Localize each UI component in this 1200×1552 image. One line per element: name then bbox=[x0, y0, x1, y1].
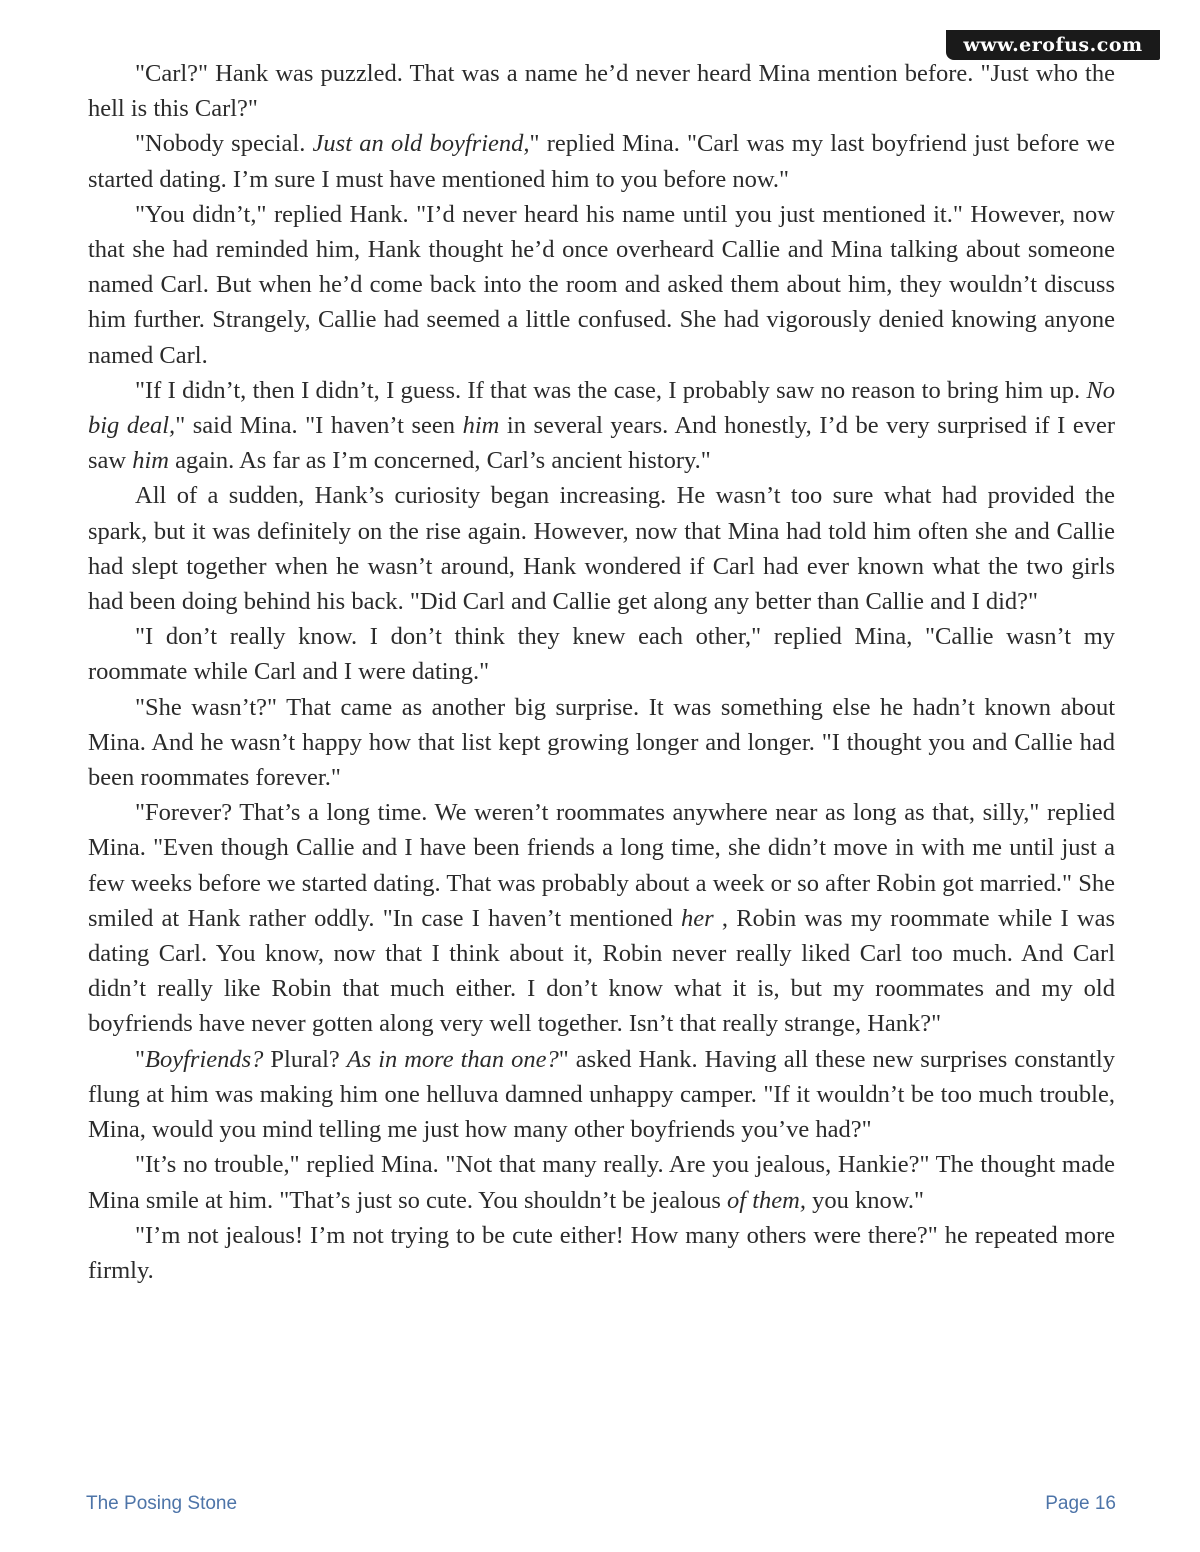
paragraph bbox=[88, 1147, 1115, 1217]
paragraph bbox=[88, 795, 1115, 1041]
text-run: "I don’t really know. I don’t think they knew each other," replied Mina, "Callie wasn’t my roommate while Carl and I were dating." bbox=[88, 623, 1115, 686]
paragraph bbox=[88, 478, 1115, 619]
italic-run: No big deal, bbox=[88, 376, 1115, 440]
italic-run: Boyfriends? bbox=[145, 1045, 264, 1073]
paragraph bbox=[88, 690, 1115, 796]
page-number: Page 16 bbox=[1045, 1493, 1116, 1514]
paragraph bbox=[88, 619, 1115, 689]
text-run: " said Mina. "I haven’t seen bbox=[175, 412, 463, 440]
italic-run: him bbox=[132, 447, 169, 475]
paragraph bbox=[88, 1218, 1115, 1288]
text-run: "You didn’t," replied Hank. "I’d never heard his name until you just mentioned it." However, now that she had reminded him, Hank thought he’d once overheard Callie and Mina talking about someone named Carl. But when he’d come back into the room and asked them about him, they wouldn’t discuss him further. Strangely, Callie had seemed a little confused. She had vigorously denied knowing anyone named Carl. bbox=[88, 200, 1115, 369]
text-run: you know." bbox=[805, 1186, 924, 1214]
italic-run: her bbox=[681, 904, 714, 932]
paragraph bbox=[88, 56, 1115, 126]
book-title: The Posing Stone bbox=[86, 1493, 238, 1514]
text-run: in several years. And honestly, I’d be very surprised if I ever saw bbox=[88, 412, 1116, 475]
page-footer bbox=[86, 1493, 1116, 1515]
text-run: All of a sudden, Hank’s curiosity began increasing. He wasn’t too sure what had provided the spark, but it was definitely on the rise again. However, now that Mina had told him often she and Callie had slept together when he wasn’t around, Hank wondered if Carl had ever known what the two girls had been doing behind his back. "Did Carl and Callie get along any better than Callie and I did?" bbox=[88, 482, 1115, 616]
paragraph bbox=[88, 1042, 1115, 1148]
text-run: "Nobody special. bbox=[135, 130, 313, 158]
paragraph bbox=[88, 126, 1115, 196]
text-run: "She wasn’t?" That came as another big surprise. It was something else he hadn’t known about Mina. And he wasn’t happy how that list kept growing longer and longer. "I thought you and Callie had been roommates forever." bbox=[88, 693, 1115, 792]
text-run: " bbox=[135, 1045, 146, 1073]
text-run: , Robin was my roommate while I was dating Carl. You know, now that I think about it, Robin never really liked Carl too much. And Carl didn’t really like Robin that much either. I don’t know what it is, but my roommates and my old boyfriends have never gotten along very well together. Isn’t that really strange, Hank?" bbox=[88, 904, 1116, 1038]
story-text bbox=[88, 56, 1115, 1288]
paragraph bbox=[88, 373, 1115, 479]
text-run: "It’s no trouble," replied Mina. "Not that many really. Are you jealous, Hankie?" The thought made Mina smile at him. "That’s just so cute. You shouldn’t be jealous bbox=[88, 1151, 1115, 1214]
text-run: " asked Hank. Having all these new surprises constantly flung at him was making him one helluva damned unhappy camper. "If it wouldn’t be too much trouble, Mina, would you mind telling me just how many other boyfriends you’ve had?" bbox=[88, 1045, 1115, 1144]
italic-run: Just an old boyfriend, bbox=[312, 130, 530, 158]
text-run: again. As far as I’m concerned, Carl’s ancient history." bbox=[168, 447, 711, 475]
text-run: "I’m not jealous! I’m not trying to be cute either! How many others were there?" he repeated more firmly. bbox=[88, 1221, 1115, 1284]
watermark-badge: www.erofus.com bbox=[946, 30, 1160, 60]
italic-run: him bbox=[462, 412, 500, 440]
text-run: Plural? bbox=[263, 1045, 347, 1073]
text-run: "If I didn’t, then I didn’t, I guess. If that was the case, I probably saw no reason to bring him up. bbox=[135, 376, 1087, 404]
text-run: " replied Mina. "Carl was my last boyfriend just before we started dating. I’m sure I must have mentioned him to you before now." bbox=[88, 130, 1116, 193]
text-run: "Forever? That’s a long time. We weren’t roommates anywhere near as long as that, silly," replied Mina. "Even though Callie and I have been friends a long time, she didn’t move in with me until just a few weeks before we started dating. That was probably about a week or so after Robin got married." She smiled at Hank rather oddly. "In case I haven’t mentioned bbox=[88, 799, 1115, 932]
text-run: "Carl?" Hank was puzzled. That was a name he’d never heard Mina mention before. "Just who the hell is this Carl?" bbox=[88, 60, 1115, 123]
italic-run: of them, bbox=[727, 1186, 806, 1214]
italic-run: As in more than one? bbox=[346, 1045, 559, 1073]
paragraph bbox=[88, 197, 1115, 373]
